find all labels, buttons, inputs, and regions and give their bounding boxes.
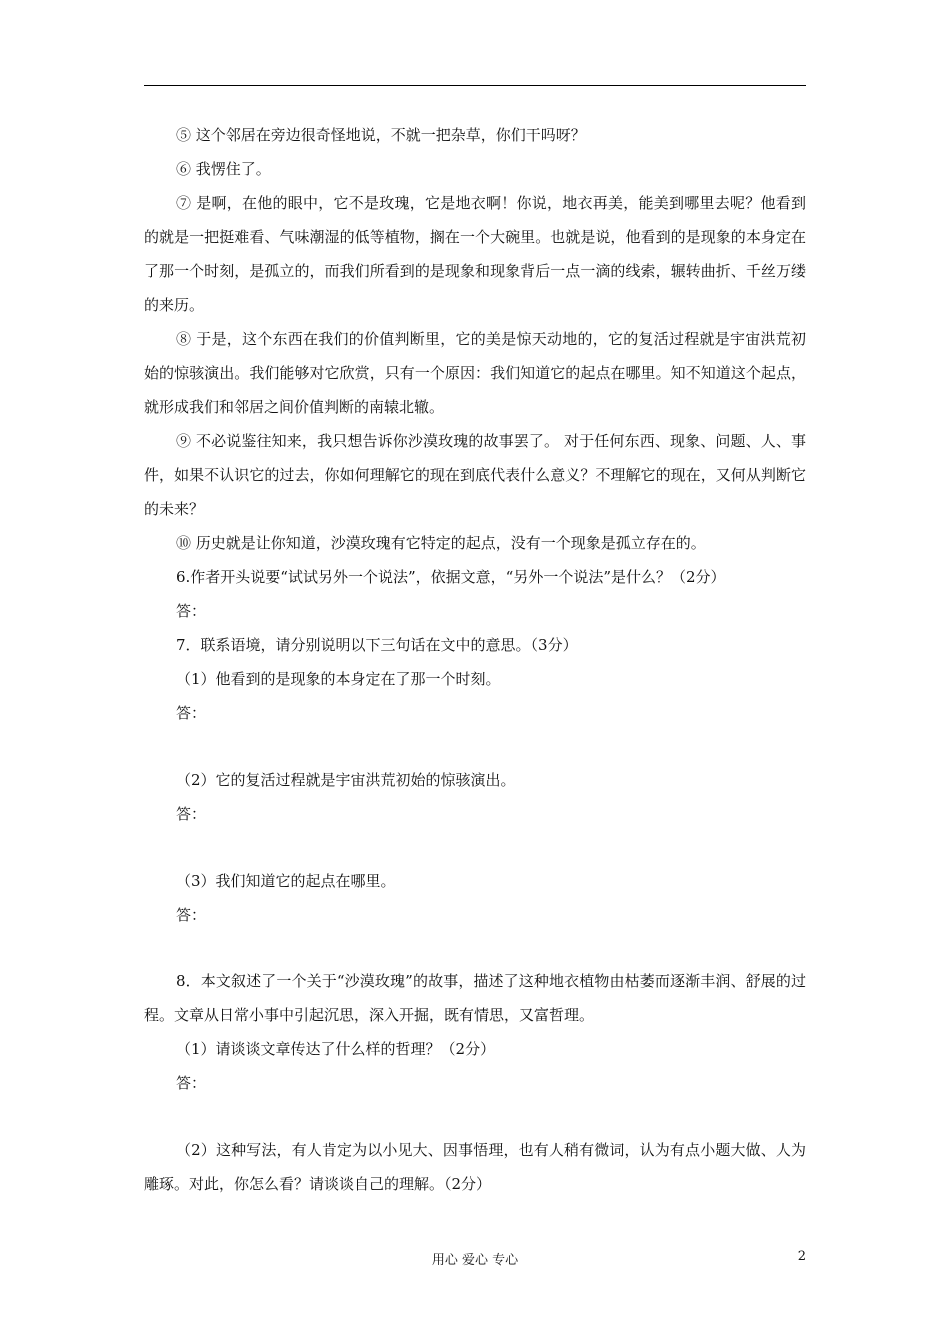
answer-space[interactable] bbox=[144, 831, 806, 864]
answer-label: 答： bbox=[176, 805, 207, 823]
paragraph-10: ⑩ 历史就是让你知道，沙漠玫瑰有它特定的起点，没有一个现象是孤立存在的。 bbox=[176, 534, 706, 552]
question-8: 8．本文叙述了一个关于“沙漠玫瑰”的故事，描述了这种地衣植物由枯萎而逐渐丰润、舒展的过程。文章从日常小事中引起沉思，深入开掘，既有情思，又富哲理。 bbox=[144, 972, 806, 1024]
question-8-2: （2）这种写法，有人肯定为以小见大、因事悟理，也有人稍有微词，认为有点小题大做、人为雕琢。对此，你怎么看？请谈谈自己的理解。（2分） bbox=[144, 1141, 806, 1193]
answer-label: 答： bbox=[176, 602, 207, 620]
question-7-3: （3）我们知道它的起点在哪里。 bbox=[176, 872, 396, 890]
paragraph-5: ⑤ 这个邻居在旁边很奇怪地说，不就一把杂草，你们干吗呀？ bbox=[176, 126, 586, 144]
question-8-1: （1）请谈谈文章传达了什么样的哲理？（2分） bbox=[176, 1040, 496, 1058]
answer-space[interactable] bbox=[144, 730, 806, 763]
answer-space[interactable] bbox=[144, 1100, 806, 1133]
question-7-1: （1）他看到的是现象的本身定在了那一个时刻。 bbox=[176, 670, 501, 688]
paragraph-7: ⑦ 是啊，在他的眼中，它不是玫瑰，它是地衣啊！你说，地衣再美，能美到哪里去呢？他看到的就是一把挺难看、气味潮湿的低等植物，搁在一个大碗里。也就是说，他看到的是现象的本身定在了那一个时刻，是孤立的，而我们所看到的是现象和现象背后一点一滴的线索，辗转曲折、千丝万缕的来历。 bbox=[144, 194, 806, 314]
header-rule bbox=[144, 85, 806, 86]
question-6: 6.作者开头说要“试试另外一个说法”，依据文意，“另外一个说法”是什么？（2分） bbox=[176, 568, 726, 586]
question-7: 7．联系语境，请分别说明以下三句话在文中的意思。（3分） bbox=[176, 636, 578, 654]
page-number: 2 bbox=[797, 1249, 806, 1264]
paragraph-6: ⑥ 我愣住了。 bbox=[176, 160, 271, 178]
paragraph-8: ⑧ 于是，这个东西在我们的价值判断里，它的美是惊天动地的，它的复活过程就是宇宙洪荒初始的惊骇演出。我们能够对它欣赏，只有一个原因：我们知道它的起点在哪里。知不知道这个起点，就形成我们和邻居之间价值判断的南辕北辙。 bbox=[144, 330, 806, 416]
question-7-2: （2）它的复活过程就是宇宙洪荒初始的惊骇演出。 bbox=[176, 771, 516, 789]
page-content bbox=[144, 118, 806, 1201]
footer-motto: 用心 爱心 专心 bbox=[431, 1253, 519, 1268]
answer-label: 答： bbox=[176, 1074, 207, 1092]
answer-label: 答： bbox=[176, 906, 207, 924]
answer-label: 答： bbox=[176, 704, 207, 722]
answer-space[interactable] bbox=[144, 932, 806, 964]
paragraph-9: ⑨ 不必说鉴往知来，我只想告诉你沙漠玫瑰的故事罢了。 对于任何东西、现象、问题、人、事件，如果不认识它的过去，你如何理解它的现在到底代表什么意义？不理解它的现在，又何从判断它的未来？ bbox=[144, 432, 806, 518]
